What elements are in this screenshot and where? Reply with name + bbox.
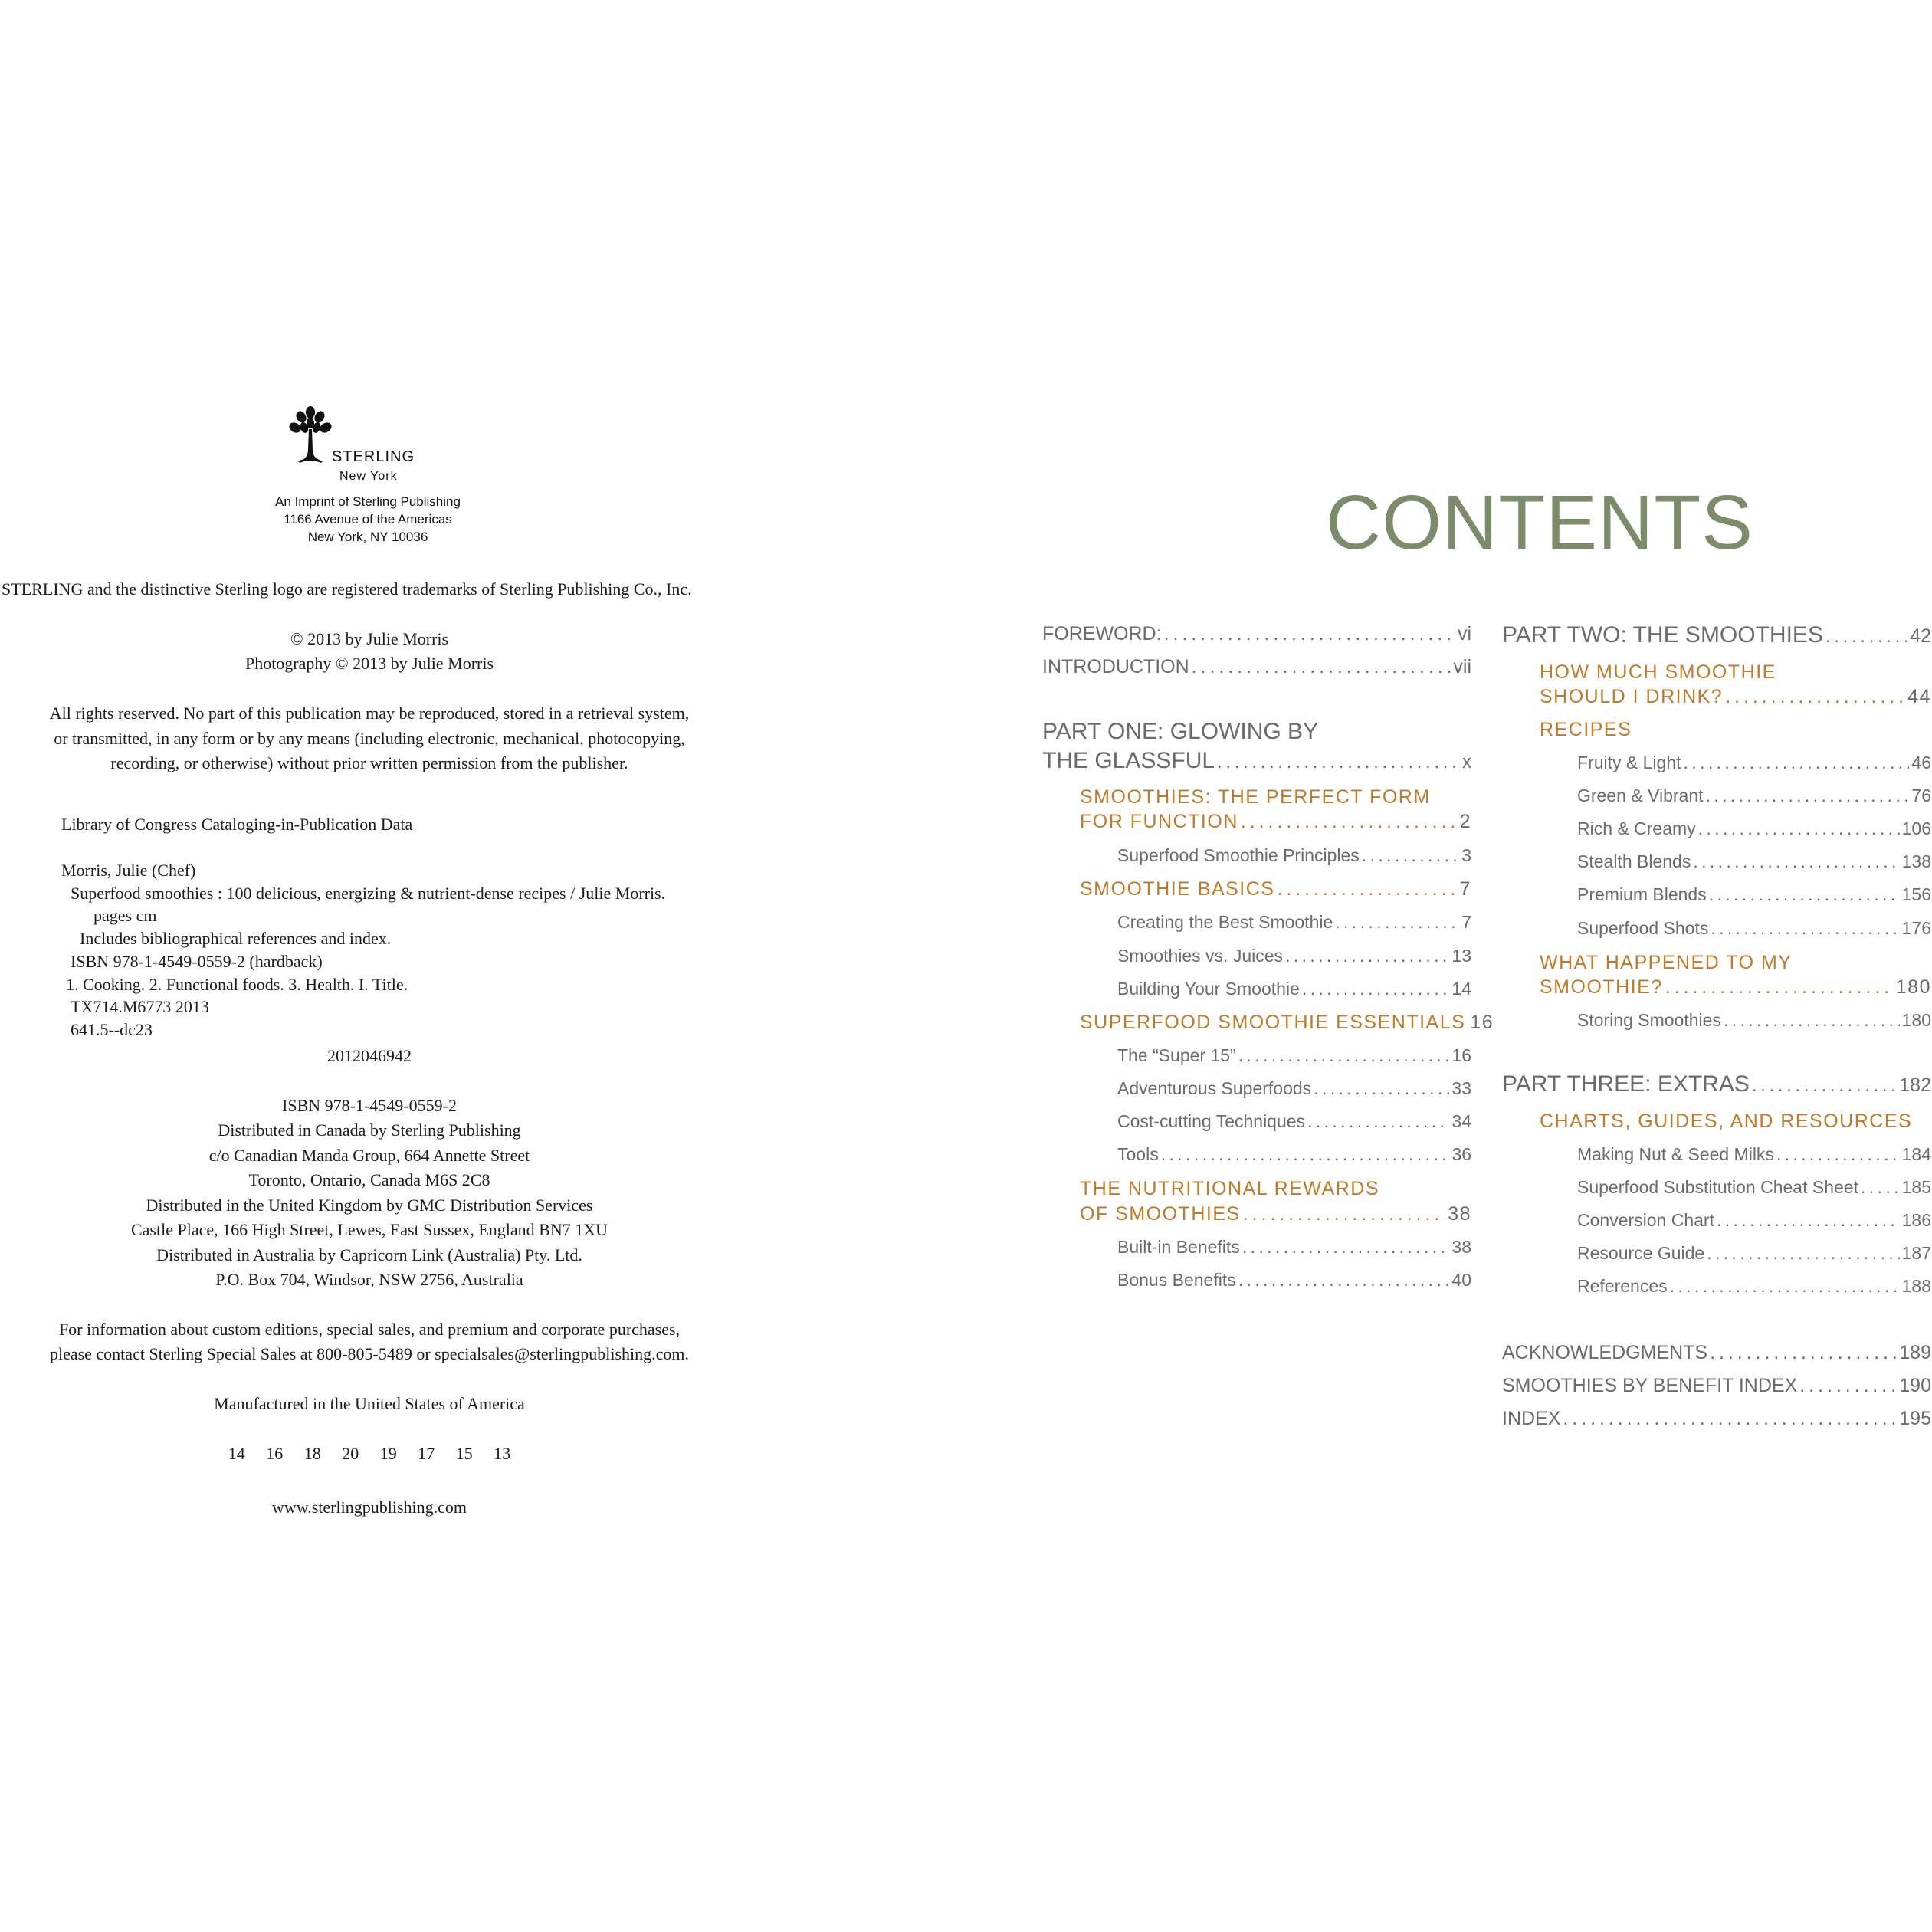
toc-entry-introduction[interactable] bbox=[1042, 656, 1471, 678]
toc-entry-part-one[interactable] bbox=[1042, 748, 1471, 774]
imprint-line: 1166 Avenue of the Americas bbox=[284, 512, 452, 526]
imprint-line: An Imprint of Sterling Publishing bbox=[275, 494, 461, 509]
toc-page: 188 bbox=[1901, 1276, 1931, 1296]
toc-entry-essentials[interactable] bbox=[1080, 1012, 1494, 1034]
copyright-line: © 2013 by Julie Morris bbox=[290, 629, 449, 648]
toc-label: SMOOTHIE BASICS bbox=[1080, 878, 1275, 900]
toc-label: Smoothies vs. Juices bbox=[1117, 946, 1284, 966]
toc-entry-what-happened[interactable] bbox=[1540, 976, 1931, 999]
toc-label: Bonus Benefits bbox=[1117, 1270, 1236, 1290]
toc-page: 185 bbox=[1901, 1177, 1931, 1197]
toc-entry-rewards[interactable] bbox=[1080, 1203, 1471, 1225]
toc-page: 190 bbox=[1899, 1375, 1931, 1396]
toc-label: SUPERFOOD SMOOTHIE ESSENTIALS bbox=[1080, 1012, 1466, 1033]
toc-label: Superfood Smoothie Principles bbox=[1117, 845, 1360, 865]
toc-page: 195 bbox=[1899, 1408, 1931, 1429]
toc-label: OF SMOOTHIES bbox=[1080, 1203, 1241, 1225]
imprint-line: New York, NY 10036 bbox=[307, 530, 428, 544]
copyright-line: Photography © 2013 by Julie Morris bbox=[244, 654, 494, 673]
toc-entry-perfect-form[interactable] bbox=[1080, 811, 1471, 833]
toc-label: THE GLASSFUL bbox=[1042, 748, 1215, 773]
toc-page: 186 bbox=[1901, 1210, 1931, 1230]
toc-entry-stealth[interactable] bbox=[1577, 851, 1931, 872]
toc-label: SMOOTHIES BY BENEFIT INDEX bbox=[1502, 1375, 1798, 1396]
toc-page: 180 bbox=[1901, 1010, 1931, 1030]
toc-entry-acknowledgments[interactable] bbox=[1502, 1342, 1931, 1364]
toc-entry-premium[interactable] bbox=[1577, 884, 1931, 905]
distribution-line: Distributed in Canada by Sterling Publishing bbox=[218, 1120, 521, 1140]
distribution-line: Distributed in Australia by Capricorn Link (Australia) Pty. Ltd. bbox=[156, 1245, 582, 1264]
toc-label: Building Your Smoothie bbox=[1117, 979, 1300, 999]
toc-label: PART TWO: THE SMOOTHIES bbox=[1502, 622, 1823, 648]
toc-page: 42 bbox=[1910, 625, 1931, 647]
toc-entry-rewards-line1[interactable]: THE NUTRITIONAL REWARDS bbox=[1080, 1178, 1379, 1199]
toc-entry-adventurous[interactable] bbox=[1117, 1078, 1471, 1099]
toc-entry-best-smoothie[interactable] bbox=[1117, 912, 1471, 933]
toc-page: 76 bbox=[1911, 786, 1931, 805]
distribution-line: P.O. Box 704, Windsor, NSW 2756, Australia bbox=[215, 1270, 523, 1289]
trademark-notice: STERLING and the distinctive Sterling logo are registered trademarks of Sterling Publishing Co., Inc. bbox=[2, 579, 692, 599]
toc-entry-foreword[interactable] bbox=[1042, 623, 1471, 645]
loc-pages: pages cm bbox=[93, 906, 157, 925]
toc-page: 40 bbox=[1451, 1270, 1471, 1290]
toc-entry-vs-juices[interactable] bbox=[1117, 946, 1471, 966]
toc-page: vii bbox=[1453, 656, 1471, 677]
distribution-line: Distributed in the United Kingdom by GMC Distribution Services bbox=[146, 1196, 593, 1215]
toc-entry-how-much[interactable] bbox=[1540, 686, 1931, 708]
toc-label: Fruity & Light bbox=[1577, 753, 1681, 772]
toc-entry-built-in[interactable] bbox=[1117, 1237, 1471, 1258]
printing-line: 14 16 18 20 19 17 15 13 bbox=[228, 1444, 511, 1463]
toc-label: INDEX bbox=[1502, 1408, 1561, 1429]
toc-entry-green[interactable] bbox=[1577, 786, 1931, 806]
toc-label: Premium Blends bbox=[1577, 884, 1707, 904]
toc-label: Adventurous Superfoods bbox=[1117, 1078, 1312, 1098]
toc-entry-how-much-line1[interactable]: HOW MUCH SMOOTHIE bbox=[1540, 661, 1776, 683]
toc-entry-conversion[interactable] bbox=[1577, 1210, 1931, 1231]
toc-label: Green & Vibrant bbox=[1577, 786, 1704, 805]
toc-entry-nut-milks[interactable] bbox=[1577, 1144, 1931, 1165]
toc-page: 7 bbox=[1461, 912, 1471, 932]
toc-page: 36 bbox=[1451, 1144, 1471, 1164]
toc-label: Superfood Substitution Cheat Sheet bbox=[1577, 1177, 1858, 1197]
loc-lccn: 2012046942 bbox=[327, 1046, 412, 1065]
website-link[interactable]: www.sterlingpublishing.com bbox=[272, 1497, 467, 1517]
toc-page: 14 bbox=[1451, 979, 1471, 999]
rights-line: All rights reserved. No part of this publication may be reproduced, stored in a retrieval system, bbox=[49, 704, 690, 723]
toc-entry-cost-cutting[interactable] bbox=[1117, 1111, 1471, 1132]
page-title: CONTENTS bbox=[1326, 480, 1753, 566]
toc-label: Resource Guide bbox=[1577, 1243, 1705, 1263]
toc-page: 16 bbox=[1470, 1012, 1494, 1033]
distribution-line: Castle Place, 166 High Street, Lewes, East Sussex, England BN7 1XU bbox=[130, 1220, 608, 1239]
toc-page: 187 bbox=[1901, 1243, 1931, 1263]
loc-subjects: 1. Cooking. 2. Functional foods. 3. Health. I. Title. bbox=[66, 975, 408, 994]
toc-entry-rich[interactable] bbox=[1577, 818, 1931, 839]
toc-entry-bonus[interactable] bbox=[1117, 1270, 1471, 1291]
toc-entry-resource-guide[interactable] bbox=[1577, 1243, 1931, 1264]
toc-label: INTRODUCTION bbox=[1042, 656, 1189, 677]
toc-page: 44 bbox=[1907, 686, 1931, 707]
loc-includes: Includes bibliographical references and index. bbox=[80, 929, 392, 948]
toc-entry-part-three[interactable] bbox=[1502, 1071, 1931, 1097]
toc-heading-charts[interactable]: CHARTS, GUIDES, AND RESOURCES bbox=[1540, 1110, 1913, 1132]
toc-label: Built-in Benefits bbox=[1117, 1237, 1240, 1257]
loc-author: Morris, Julie (Chef) bbox=[61, 861, 196, 880]
distribution-line: Toronto, Ontario, Canada M6S 2C8 bbox=[248, 1170, 490, 1189]
distribution-line: c/o Canadian Manda Group, 664 Annette Street bbox=[208, 1146, 530, 1165]
logo-city: New York bbox=[339, 470, 398, 483]
toc-page: 38 bbox=[1451, 1237, 1471, 1257]
contents-page bbox=[996, 0, 1932, 1932]
toc-label: Storing Smoothies bbox=[1577, 1010, 1721, 1030]
toc-label: Rich & Creamy bbox=[1577, 818, 1696, 838]
toc-page: vi bbox=[1457, 623, 1471, 645]
toc-entry-cheat-sheet[interactable] bbox=[1577, 1177, 1931, 1198]
toc-label: Cost-cutting Techniques bbox=[1117, 1111, 1306, 1131]
toc-entry-principles[interactable] bbox=[1117, 845, 1471, 866]
toc-label: Stealth Blends bbox=[1577, 851, 1691, 871]
toc-entry-perfect-form-line1[interactable]: SMOOTHIES: THE PERFECT FORM bbox=[1080, 786, 1431, 808]
toc-entry-super-15[interactable] bbox=[1117, 1045, 1471, 1066]
toc-entry-fruity[interactable] bbox=[1577, 753, 1931, 773]
loc-title: Library of Congress Cataloging-in-Publication Data bbox=[61, 815, 413, 834]
toc-label: SMOOTHIE? bbox=[1540, 976, 1663, 998]
imprint-address bbox=[215, 493, 521, 546]
toc-page: 156 bbox=[1901, 884, 1931, 904]
sales-line: please contact Sterling Special Sales at 800-805-5489 or specialsales@sterlingpublishing.com. bbox=[49, 1344, 690, 1363]
toc-label: Tools bbox=[1117, 1144, 1159, 1164]
toc-page: 184 bbox=[1901, 1144, 1931, 1164]
logo-name: STERLING bbox=[332, 448, 415, 465]
loc-dewey: 641.5--dc23 bbox=[71, 1020, 153, 1039]
sales-line: For information about custom editions, special sales, and premium and corporate purchases, bbox=[58, 1320, 681, 1339]
toc-entry-benefit-index[interactable] bbox=[1502, 1375, 1931, 1397]
toc-page: 106 bbox=[1901, 818, 1931, 838]
toc-label: The “Super 15” bbox=[1117, 1045, 1236, 1065]
rights-line: or transmitted, in any form or by any means (including electronic, mechanical, photocopying, bbox=[54, 729, 685, 748]
toc-page: 38 bbox=[1448, 1203, 1471, 1225]
toc-entry-part-one-line1[interactable]: PART ONE: GLOWING BY bbox=[1042, 719, 1319, 744]
toc-page: 182 bbox=[1899, 1074, 1931, 1096]
toc-label: Creating the Best Smoothie bbox=[1117, 912, 1333, 932]
toc-heading-recipes[interactable]: RECIPES bbox=[1540, 719, 1632, 740]
toc-page: 176 bbox=[1901, 918, 1931, 938]
toc-page: 3 bbox=[1461, 845, 1471, 865]
toc-entry-index[interactable] bbox=[1502, 1408, 1931, 1430]
toc-page: 7 bbox=[1459, 878, 1471, 900]
toc-label: Superfood Shots bbox=[1577, 918, 1709, 938]
toc-label: FOR FUNCTION bbox=[1080, 811, 1238, 832]
loc-call-number: TX714.M6773 2013 bbox=[71, 997, 209, 1016]
manufactured-line: Manufactured in the United States of America bbox=[214, 1394, 525, 1413]
loc-title-line: Superfood smoothies : 100 delicious, energizing & nutrient-dense recipes / Julie Morris. bbox=[71, 884, 666, 903]
toc-label: Conversion Chart bbox=[1577, 1210, 1714, 1230]
toc-label: SHOULD I DRINK? bbox=[1540, 686, 1724, 707]
toc-entry-storing[interactable] bbox=[1577, 1010, 1931, 1031]
toc-page: 138 bbox=[1901, 851, 1931, 871]
toc-entry-basics[interactable] bbox=[1080, 878, 1471, 900]
toc-label: Making Nut & Seed Milks bbox=[1577, 1144, 1774, 1164]
toc-entry-references[interactable] bbox=[1577, 1276, 1931, 1297]
toc-entry-shots[interactable] bbox=[1577, 918, 1931, 939]
toc-page: 33 bbox=[1451, 1078, 1471, 1098]
toc-page: 2 bbox=[1459, 811, 1471, 832]
toc-page: 46 bbox=[1911, 753, 1931, 772]
toc-page: 34 bbox=[1451, 1111, 1471, 1131]
toc-page: 16 bbox=[1451, 1045, 1471, 1065]
toc-page: 180 bbox=[1895, 976, 1931, 998]
publisher-logo bbox=[287, 405, 425, 486]
rights-line: recording, or otherwise) without prior written permission from the publisher. bbox=[110, 753, 628, 772]
toc-entry-what-happened-line1[interactable]: WHAT HAPPENED TO MY bbox=[1540, 952, 1793, 973]
toc-entry-building[interactable] bbox=[1117, 979, 1471, 999]
loc-isbn: ISBN 978-1-4549-0559-2 (hardback) bbox=[71, 952, 323, 971]
toc-entry-tools[interactable] bbox=[1117, 1144, 1471, 1165]
toc-page: 13 bbox=[1451, 946, 1471, 966]
toc-page: x bbox=[1462, 752, 1471, 772]
toc-entry-part-two[interactable] bbox=[1502, 622, 1931, 648]
toc-label: ACKNOWLEDGMENTS bbox=[1502, 1342, 1708, 1363]
toc-label: FOREWORD: bbox=[1042, 623, 1162, 645]
toc-page: 189 bbox=[1899, 1342, 1931, 1363]
toc-label: References bbox=[1577, 1276, 1668, 1296]
tree-logo-icon bbox=[287, 405, 333, 466]
toc-label: PART THREE: EXTRAS bbox=[1502, 1071, 1750, 1097]
distribution-line: ISBN 978-1-4549-0559-2 bbox=[282, 1096, 457, 1115]
